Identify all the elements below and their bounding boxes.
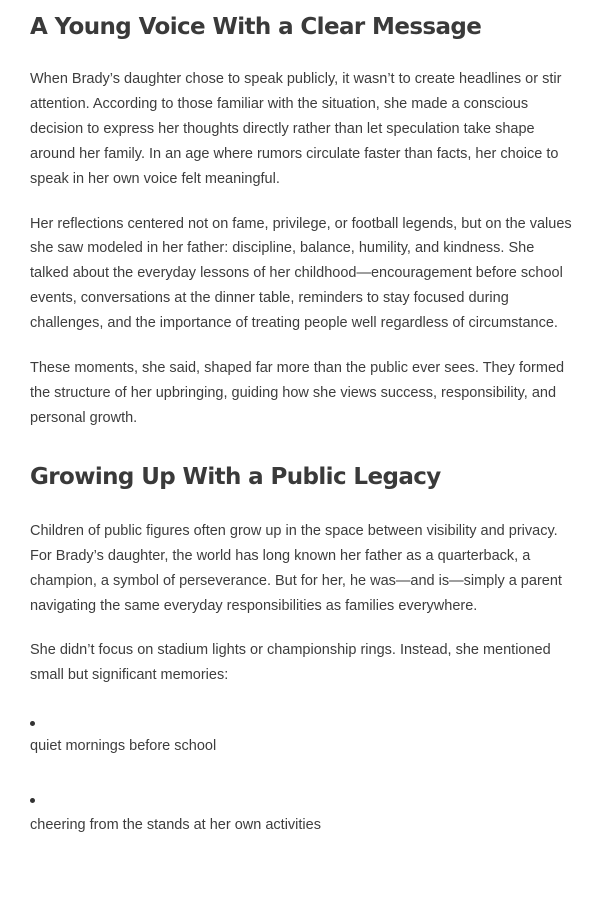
- article-body: [30, 0, 575, 838]
- paragraph: Children of public figures often grow up in the space between visibility and privacy. For Brady’s daughter, the world has long known her father as a quarterback, a champion, a symbol of perseverance. But for her, he was—and is—simply a parent navigating the same everyday responsibilities as families everywhere.: [30, 522, 562, 614]
- paragraph: These moments, she said, shaped far more than the public ever sees. They formed the structure of her upbringing, guiding how she views success, responsibility, and personal growth.: [30, 360, 565, 426]
- bullet-icon: [30, 721, 35, 726]
- memory-list: [30, 721, 575, 838]
- paragraph: When Brady’s daughter chose to speak publicly, it wasn’t to create headlines or stir attention. According to those familiar with the situation, she made a conscious decision to express her thoughts directly rather than let speculation take shape around her family. In an age where rumors circulate faster than facts, her choice to speak in her own voice felt meaningful.: [30, 71, 562, 187]
- section-heading: Growing Up With a Public Legacy: [30, 463, 441, 490]
- paragraph: She didn’t focus on stadium lights or championship rings. Instead, she mentioned small but significant memories:: [30, 642, 551, 684]
- list-item: [30, 798, 575, 838]
- list-item-text: cheering from the stands at her own activities: [30, 817, 321, 834]
- list-item: [30, 721, 575, 759]
- section-heading: A Young Voice With a Clear Message: [30, 14, 482, 40]
- list-item-text: quiet mornings before school: [30, 738, 217, 755]
- bullet-icon: [30, 798, 35, 803]
- paragraph: Her reflections centered not on fame, privilege, or football legends, but on the values she saw modeled in her father: discipline, balance, humility, and kindness. She talked about the everyday lessons of her childhood—encouragement before school events, conversations at the dinner table, reminders to stay focused during challenges, and the importance of treating people well regardless of circumstance.: [30, 215, 572, 332]
